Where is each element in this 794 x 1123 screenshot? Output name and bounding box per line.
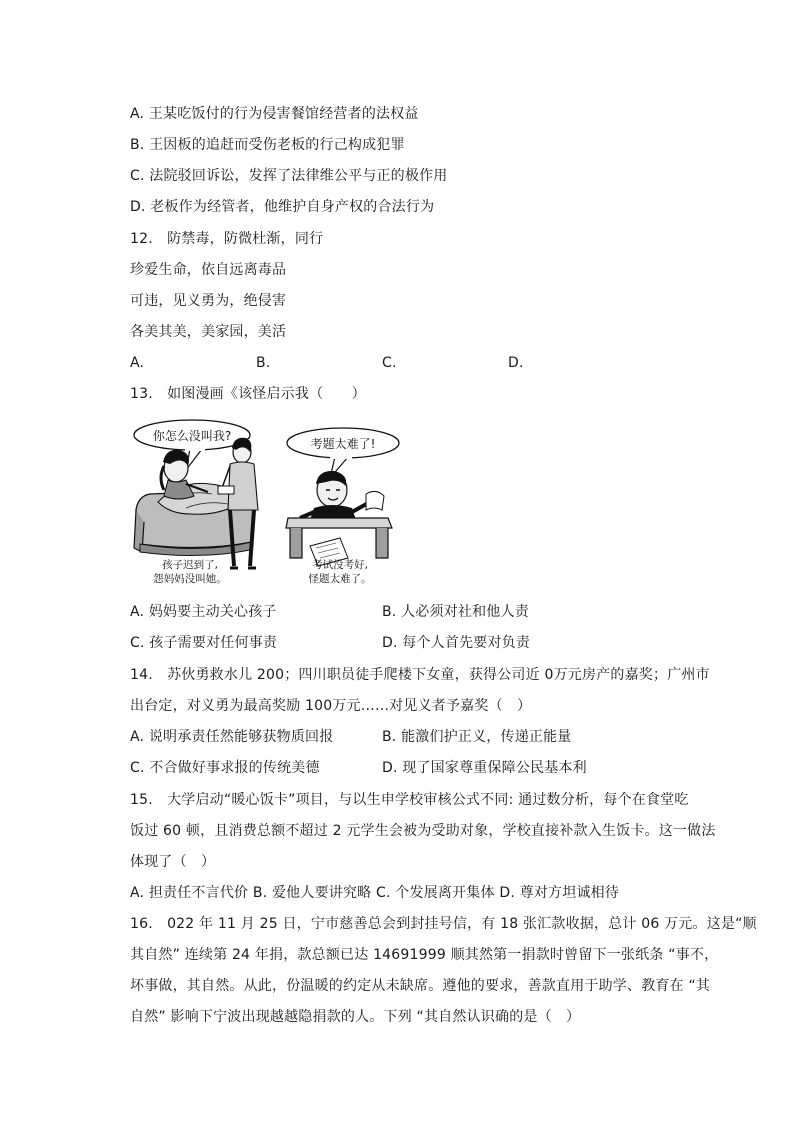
q14-option-b: B. 能激们护正义，传递正能量: [382, 729, 572, 745]
caption-left-line-2: 怨妈妈没叫她。: [153, 573, 227, 585]
q16-stem-line-3: 坏事做，其自然。从此，份温暖的约定从未缺席。遵他的要求，善款直用于助学、教育在 “其: [130, 978, 711, 994]
q12-option-d: D.: [508, 355, 524, 371]
q11-option-c: C. 法院驳回诉讼，发挥了法律维公平与正的极作用: [130, 168, 448, 184]
q13-option-d: D. 每个人首先要对负责: [382, 635, 531, 651]
q12-line-2: 可违，见义勇为，绝侵害: [130, 293, 287, 309]
q12-line-3: 各美其美，美家园，美活: [130, 324, 287, 340]
q13-options-row-2: [130, 633, 550, 653]
caption-right-line-2: 怪题太难了。: [308, 573, 372, 585]
q14-option-a: A. 说明承责任然能够获物质回报: [130, 729, 334, 745]
q16-stem-line-1: 16. 022 年 11 月 25 日，宁市慈善总会到封挂号信，有 18 张汇款收据，总计 06 万元。这是“顺: [130, 916, 757, 932]
q13-option-c: C. 孩子需要对任何事责: [130, 635, 278, 651]
q14-stem-line-2: 出台定，对义勇为最高奖励 100万元……对见义者予嘉奖（ ）: [130, 698, 532, 714]
q14-options-row-2: [130, 758, 587, 778]
speech-bubble-right: [287, 428, 399, 478]
desk-scene-illustration: [286, 471, 392, 566]
q13-cartoon: [130, 418, 402, 594]
q12-option-b: B.: [256, 355, 271, 371]
caption-left-line-1: 孩子迟到了,: [162, 559, 218, 571]
q13-option-b: B. 人必须对社和他人责: [382, 604, 529, 620]
q13-stem: 13. 如图漫画《该怪启示我（ ）: [130, 386, 366, 402]
q14-stem-line-1: 14. 苏伙勇救水儿 200；四川职员徒手爬楼下女童，获得公司近 0万元房产的嘉奖；广州市: [130, 667, 710, 683]
q13-options-row-1: [130, 602, 550, 622]
speech-bubble-left: [134, 420, 250, 470]
q12-stem: 12. 防禁毒，防微杜渐，同行: [130, 231, 324, 247]
q14-option-c: C. 不合做好事求报的传统美德: [130, 760, 320, 776]
q14-options-row-1: [130, 727, 572, 747]
bubble-left-text: 你怎么没叫我?: [152, 429, 232, 443]
q15-stem-line-2: 饭过 60 顿，且消费总额不超过 2 元学生会被为受助对象，学校直接补款入生饭卡。这一做法: [130, 823, 716, 839]
caption-right-line-1: 考试没考好,: [312, 559, 368, 571]
q15-stem-line-3: 体现了（ ）: [130, 854, 216, 870]
q14-option-d: D. 现了国家尊重保障公民基本利: [382, 760, 587, 776]
q13-option-a: A. 妈妈要主动关心孩子: [130, 604, 277, 620]
q11-option-a: A. 王某吃饭付的行为侵害餐馆经营者的法权益: [130, 106, 419, 122]
q11-option-d: D. 老板作为经管者，他维护自身产权的合法行为: [130, 199, 435, 215]
q15-options: A. 担责任不言代价 B. 爱他人要讲究略 C. 个发展离开集体 D. 尊对方坦诚相待: [130, 885, 620, 901]
q12-option-c: C.: [382, 355, 397, 371]
q12-line-1: 珍爱生命，依自远离毒品: [130, 262, 287, 278]
bubble-right-text: 考题太难了!: [310, 437, 376, 451]
q15-stem-line-1: 15. 大学启动“暖心饭卡”项目，与以生申学校审核公式不同: 通过数分析，每个在食堂吃: [130, 792, 689, 808]
q12-options: [130, 353, 550, 373]
q12-option-a: A.: [130, 355, 145, 371]
q11-option-b: B. 王因板的追赶而受伤老板的行己构成犯罪: [130, 137, 405, 153]
q16-stem-line-4: 自然” 影响下宁波出现越越隐捐款的人。下列 “其自然认识确的是（ ）: [130, 1009, 581, 1025]
q16-stem-line-2: 其自然” 连续第 24 年捐，款总额已达 14691999 顺其然第一捐款时曾留下一张纸条 “事不，: [130, 947, 719, 963]
